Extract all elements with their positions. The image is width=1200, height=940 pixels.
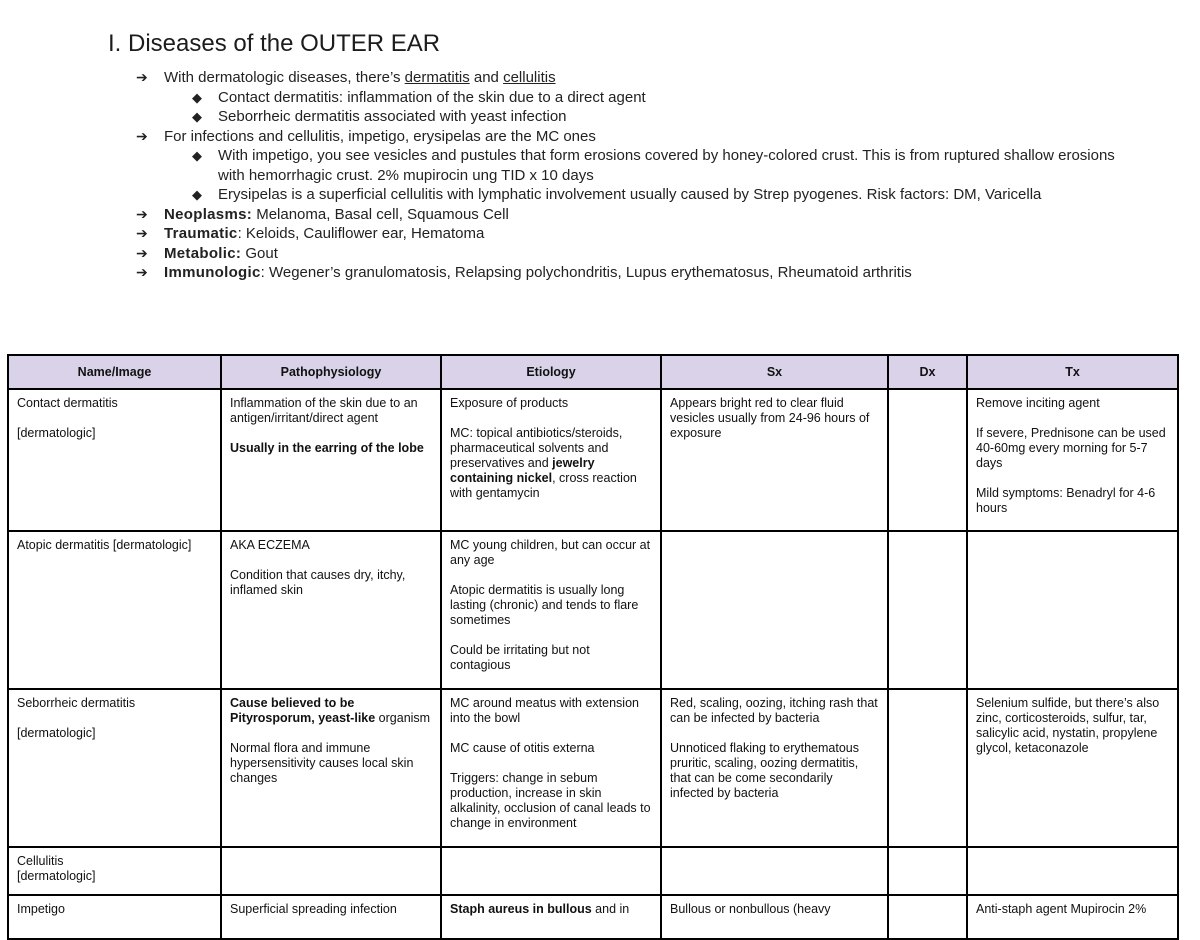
cell-bold-text: jewelry containing nickel [450, 456, 595, 485]
cellulitis-term: cellulitis [503, 69, 556, 86]
dx-cell [888, 531, 967, 689]
cell-text: Normal flora and immune hypersensitivity causes local skin changes [230, 741, 414, 785]
outline-label: Traumatic [164, 225, 238, 242]
disease-tag: [dermatologic] [17, 426, 96, 440]
cell-text: MC: topical antibiotics/steroids, pharmaceutical solvents and preservatives and [450, 426, 623, 470]
sub-item [164, 88, 1126, 108]
cell-text: MC young children, but can occur at any age [450, 538, 651, 567]
table-row [8, 689, 1178, 847]
tx-cell [967, 689, 1178, 847]
sx-cell [661, 895, 888, 939]
cell-text: , cross reaction with gentamycin [450, 471, 637, 500]
column-header: Tx [967, 355, 1178, 389]
disease-tag: [dermatologic] [17, 869, 96, 883]
sub-item-text: Contact dermatitis: inflammation of the skin due to a direct agent [218, 88, 646, 106]
tx-cell [967, 389, 1178, 531]
outline-text: Melanoma, Basal cell, Squamous Cell [252, 205, 509, 223]
page-title: I. Diseases of the OUTER EAR [108, 30, 441, 57]
cell-text: and in [591, 902, 630, 916]
outline-label: Neoplasms: [164, 205, 253, 223]
cell-text: Superficial spreading infection [230, 902, 397, 916]
diamond-bullet-icon: ◆ [192, 109, 202, 124]
sx-cell [661, 689, 888, 847]
cell-text: If severe, Prednisone can be used 40-60mg every morning for 5-7 days [976, 426, 1166, 470]
cell-text: MC around meatus with extension into the bowl [450, 696, 639, 725]
cell-text: Red, scaling, oozing, itching rash that can be infected by bacteria [670, 696, 878, 725]
cell-text: organism [375, 711, 431, 725]
cell-text: Remove inciting agent [976, 396, 1100, 410]
dermatitis-term: dermatitis [404, 69, 470, 86]
sub-item-text: Seborrheic dermatitis associated with yeast infection [218, 108, 567, 125]
cell-text: Atopic dermatitis is usually long lasting (chronic) and tends to flare sometimes [450, 583, 639, 627]
patho-cell [221, 689, 441, 847]
sx-cell [661, 389, 888, 531]
table-row [8, 847, 1178, 895]
table-row [8, 895, 1178, 939]
column-header: Dx [888, 355, 967, 389]
cell-bold-text: Usually in the earring of the lobe [230, 441, 424, 455]
cell-text: Could be irritating but not contagious [450, 643, 590, 672]
sub-list [164, 88, 1126, 127]
outline-text: With dermatologic diseases, there’s [164, 69, 405, 86]
outline-text: : Keloids, Cauliflower ear, Hematoma [237, 225, 485, 242]
arrow-bullet-icon: ➔ [136, 264, 148, 280]
etiology-cell [441, 847, 661, 895]
cell-text: MC cause of otitis externa [450, 741, 595, 755]
diamond-bullet-icon: ◆ [192, 187, 202, 202]
disease-tag: [dermatologic] [17, 726, 96, 740]
cell-text: Mild symptoms: Benadryl for 4-6 hours [976, 486, 1156, 515]
name-cell [8, 689, 221, 847]
cell-text: Appears bright red to clear fluid vesicles usually from 24-96 hours of exposure [670, 396, 870, 440]
outline-text: For infections and cellulitis, impetigo, erysipelas are the MC ones [164, 127, 596, 145]
sub-item-text: With impetigo, you see vesicles and pustules that form erosions covered by honey-colored crust. This is from ruptured shallow erosions with hemorrhagic crust. 2% mupirocin ung TID x 10 days [218, 147, 1115, 184]
disease-name: Impetigo [17, 902, 65, 916]
name-cell [8, 847, 221, 895]
cell-bold-text: Cause believed to be Pityrosporum, yeast-like [230, 696, 376, 725]
cell-text: Bullous or nonbullous (heavy [670, 902, 831, 916]
dx-cell [888, 895, 967, 939]
tx-cell [967, 847, 1178, 895]
sub-list [164, 146, 1126, 205]
table-row [8, 389, 1178, 531]
sx-cell [661, 847, 888, 895]
patho-cell [221, 389, 441, 531]
column-header: Pathophysiology [221, 355, 441, 389]
tx-cell [967, 531, 1178, 689]
name-cell [8, 895, 221, 939]
cell-text: Unnoticed flaking to erythematous pruritic, scaling, oozing dermatitis, that can be come secondarily infected by bacteria [670, 741, 859, 800]
cell-text: Condition that causes dry, itchy, inflamed skin [230, 568, 406, 597]
dx-cell [888, 389, 967, 531]
cell-text: Triggers: change in sebum production, increase in skin alkalinity, occlusion of canal leads to change in environment [450, 771, 651, 830]
column-header: Etiology [441, 355, 661, 389]
etiology-cell [441, 389, 661, 531]
patho-cell [221, 531, 441, 689]
outline-item-neoplasms [136, 205, 1126, 225]
sub-item-text: Erysipelas is a superficial cellulitis with lymphatic involvement usually caused by Strep pyogenes. Risk factors: DM, Varicella [218, 186, 1042, 203]
etiology-cell [441, 689, 661, 847]
cell-text: Anti-staph agent Mupirocin 2% [976, 902, 1147, 916]
cell-text: Inflammation of the skin due to an antigen/irritant/direct agent [230, 396, 418, 425]
dx-cell [888, 689, 967, 847]
outline-label: Immunologic [164, 264, 261, 281]
column-header: Sx [661, 355, 888, 389]
header-row [8, 355, 1178, 389]
cell-text: AKA ECZEMA [230, 538, 310, 552]
name-cell [8, 389, 221, 531]
outline-item-dermatologic [136, 68, 1126, 127]
dx-cell [888, 847, 967, 895]
outline-item-immunologic [136, 263, 1126, 283]
outline-item-infections [136, 127, 1126, 205]
patho-cell [221, 895, 441, 939]
outline-text: Gout [241, 244, 278, 262]
tx-cell [967, 895, 1178, 939]
cell-text: Exposure of products [450, 396, 569, 410]
arrow-bullet-icon: ➔ [136, 244, 148, 261]
outline-item-traumatic [136, 224, 1126, 244]
sub-item [164, 107, 1126, 127]
table-row [8, 531, 1178, 689]
sub-item [164, 146, 1126, 185]
outline-item-metabolic [136, 244, 1126, 264]
disease-name: Atopic dermatitis [dermatologic] [17, 538, 192, 552]
arrow-bullet-icon: ➔ [136, 127, 148, 144]
sub-item [164, 185, 1126, 205]
cell-bold-text: Staph aureus in bullous [450, 902, 592, 916]
etiology-cell [441, 895, 661, 939]
name-cell [8, 531, 221, 689]
outline-text: and [469, 69, 504, 86]
disease-name: Contact dermatitis [17, 396, 118, 410]
disease-name: Seborrheic dermatitis [17, 696, 136, 710]
disease-name: Cellulitis [17, 854, 64, 868]
sx-cell [661, 531, 888, 689]
cell-text: Selenium sulfide, but there’s also zinc, corticosteroids, sulfur, tar, salicylic acid, nystatin, propylene glycol, ketaconazole [976, 696, 1160, 755]
disease-table [7, 354, 1179, 940]
outline-text: : Wegener’s granulomatosis, Relapsing polychondritis, Lupus erythematosus, Rheumatoid arthritis [260, 264, 912, 281]
arrow-bullet-icon: ➔ [136, 205, 148, 222]
arrow-bullet-icon: ➔ [136, 69, 148, 85]
etiology-cell [441, 531, 661, 689]
outline-label: Metabolic: [164, 244, 242, 262]
outline-list [136, 68, 1126, 283]
diamond-bullet-icon: ◆ [192, 148, 202, 163]
patho-cell [221, 847, 441, 895]
column-header: Name/Image [8, 355, 221, 389]
arrow-bullet-icon: ➔ [136, 225, 148, 241]
diamond-bullet-icon: ◆ [192, 89, 202, 105]
